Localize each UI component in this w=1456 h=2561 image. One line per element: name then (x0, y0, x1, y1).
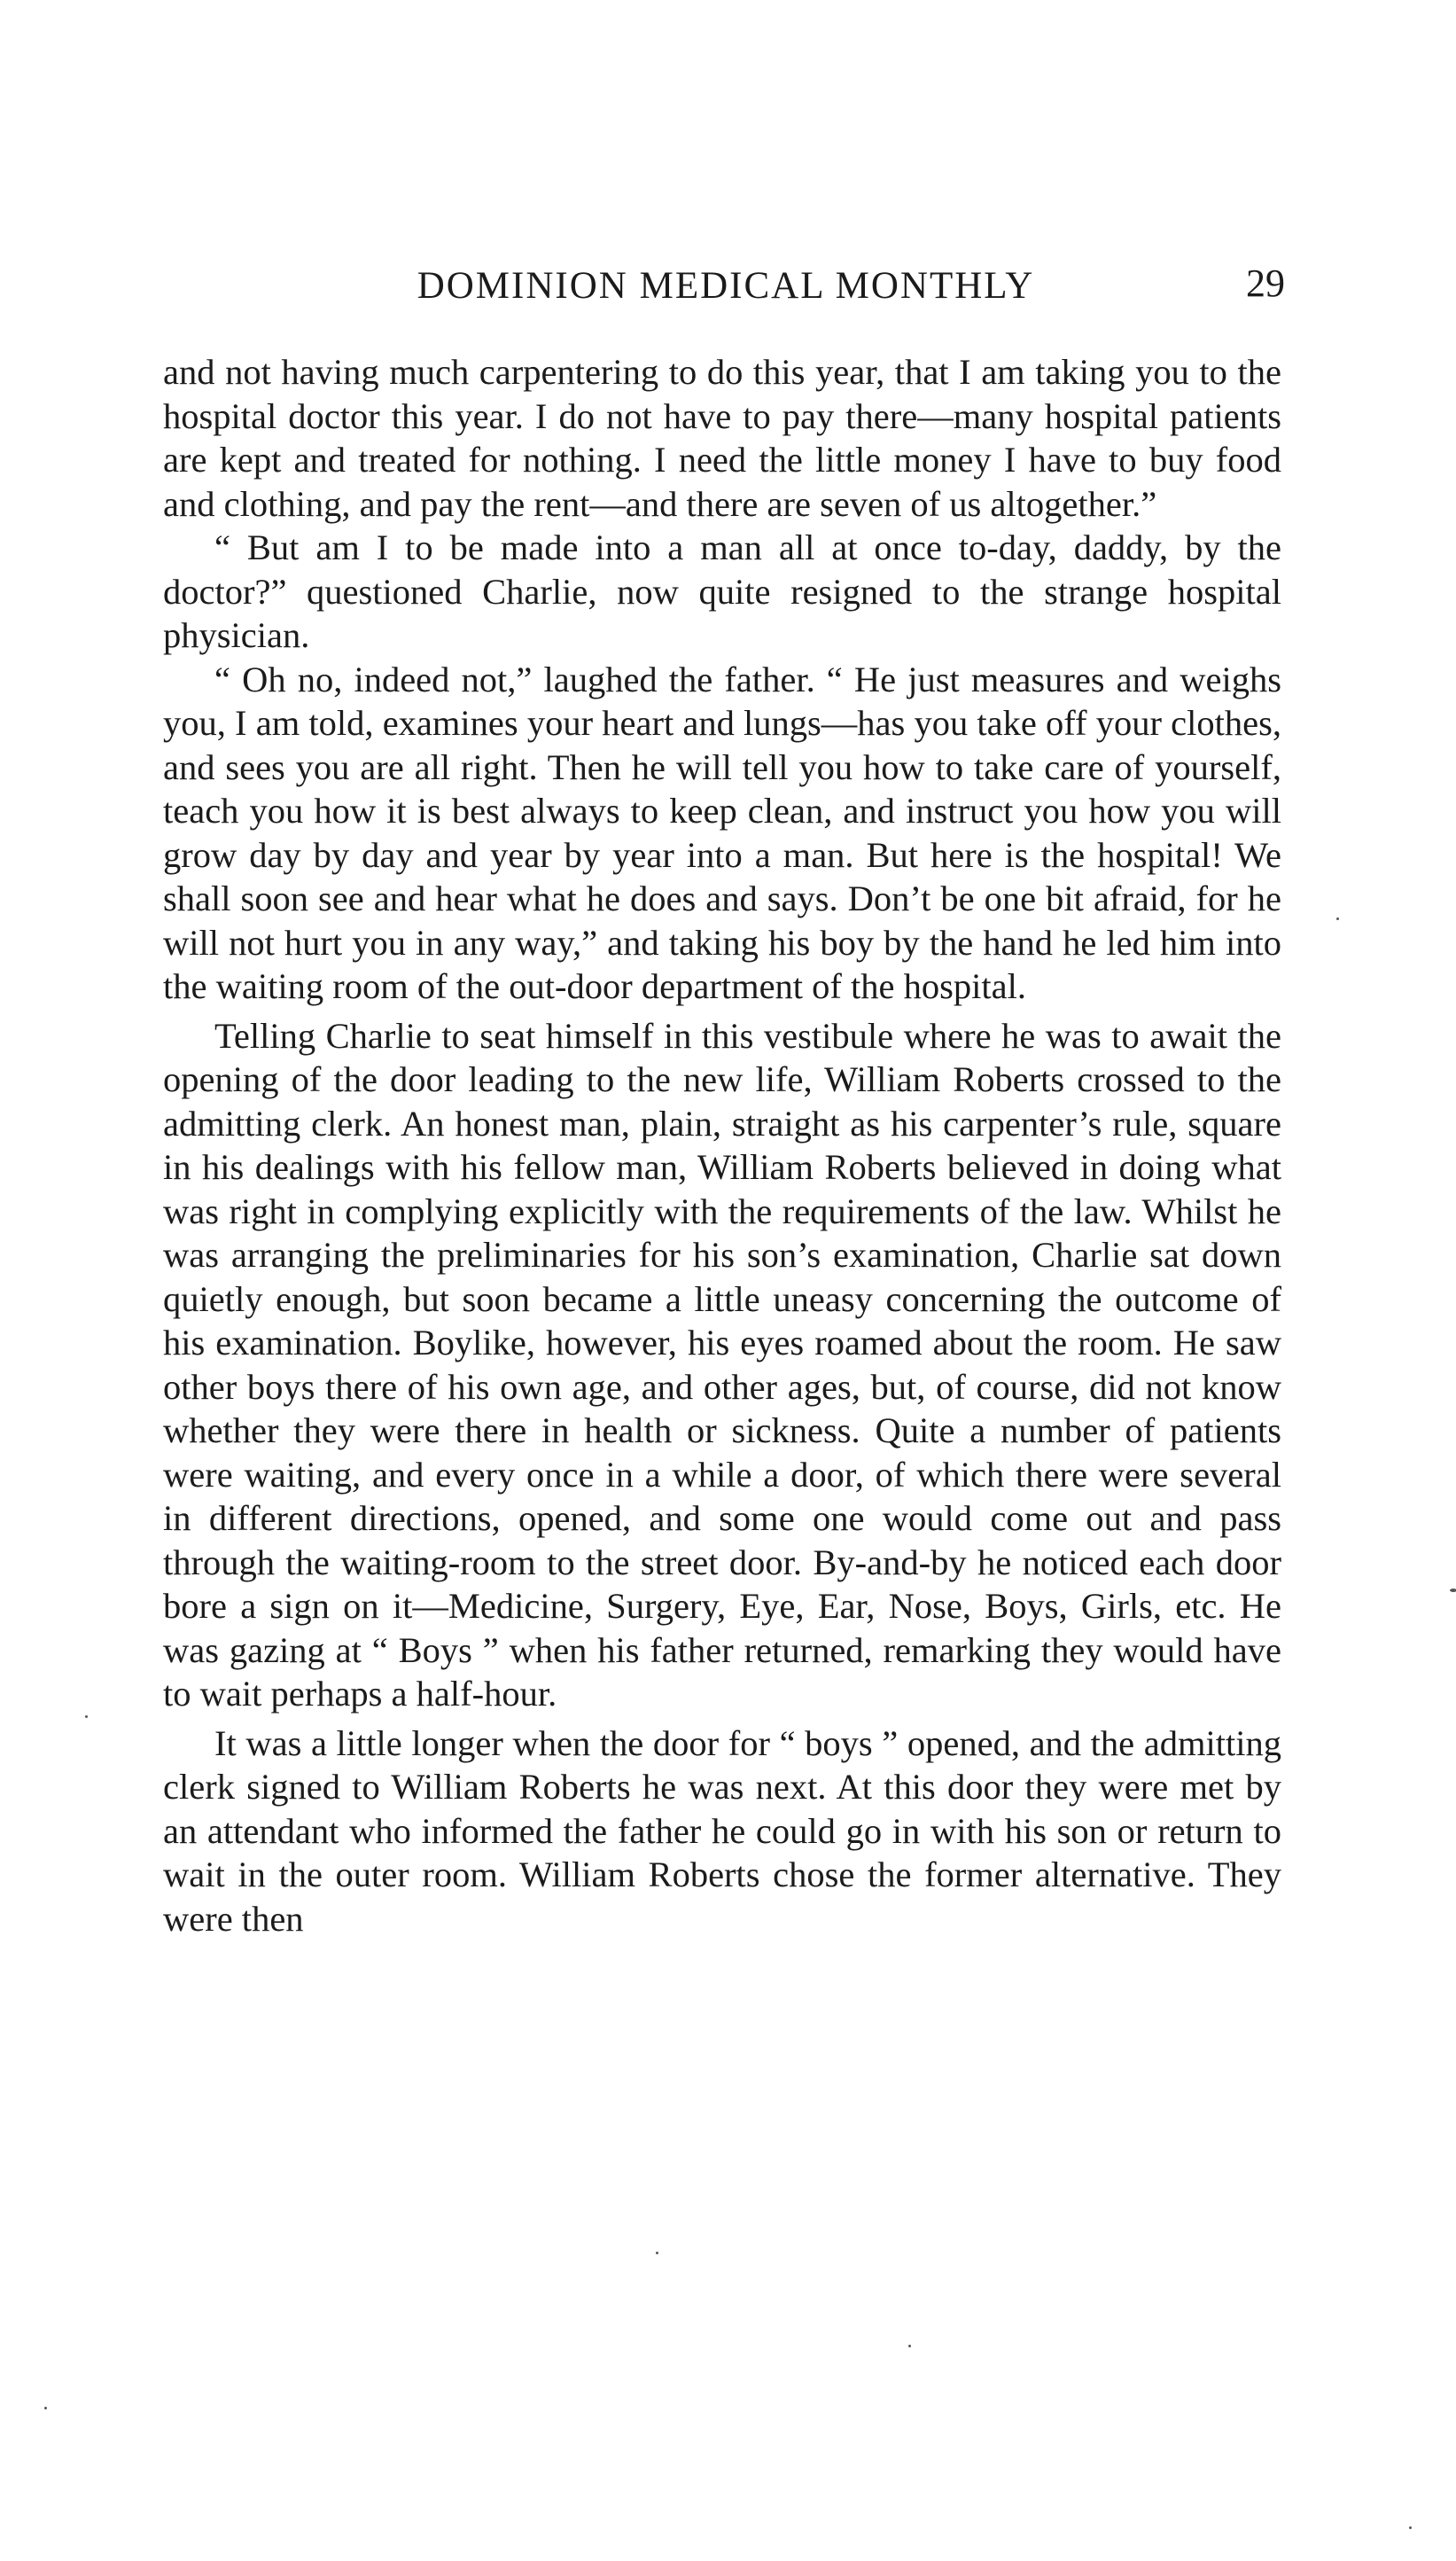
paragraph-father-reply: “ Oh no, indeed not,” laughed the father. “ He just measures and weighs you, I am told, examines your heart and lungs—has you take off your clothes, and sees you are all right. Then he will tell you how to take care of yourself, teach you how it is best always to keep clean, and instruct you how you will grow day by day and year by year into a man. But here is the hospital! We shall soon see and hear what he does and says. Don’t be one bit afraid, for he will not hurt you in any way,” and taking his boy by the hand he led him into the waiting room of the out-door department of the hospital. (163, 659, 1281, 1006)
print-speck (44, 2407, 47, 2409)
article-body (163, 350, 1281, 1940)
print-speck (908, 2345, 911, 2347)
print-speck (85, 1715, 88, 1718)
paragraph-waiting-room: Telling Charlie to seat himself in this vestibule where he was to await the opening of the door leading to the new life, William Roberts crossed to the admitting clerk. An honest man, plain, straight as his carpenter’s rule, square in his dealings with his fellow man, William Roberts believed in doing what was right in complying explicitly with the requirements of the law. Whilst he was arranging the preliminaries for his son’s examination, Charlie sat down quietly enough, but soon became a little uneasy concerning the outcome of his examination. Boylike, however, his eyes roamed about the room. He saw other boys there of his own age, and other ages, but, of course, did not know whether they were there in health or sickness. Quite a number of patients were waiting, and every once in a while a door, of which there were several in different directions, opened, and some one would come out and pass through the waiting-room to the street door. By-and-by he noticed each door bore a sign on it—Medicine, Surgery, Eye, Ear, Nose, Boys, Girls, etc. He was gazing at “ Boys ” when his father returned, remarking they would have to wait perhaps a half-hour. (163, 1015, 1281, 1714)
paragraph-charlie-question: “ But am I to be made into a man all at once to-day, daddy, by the doctor?” questioned Charlie, now quite resigned to the strange hospital physician. (163, 527, 1281, 655)
journal-title: DOMINION MEDICAL MONTHLY (417, 265, 1035, 307)
paragraph-continuation: and not having much carpentering to do this year, that I am taking you to the hospital doctor this year. I do not have to pay there—many hospital patients are kept and treated for nothing. I need the little money I have to buy food and clothing, and pay the rent—and there are seven of us altogether.” (163, 352, 1281, 524)
print-speck (1409, 2526, 1412, 2529)
running-head (167, 264, 1285, 317)
print-speck (656, 2252, 658, 2254)
print-speck (1450, 1589, 1456, 1592)
paragraph-boys-door: It was a little longer when the door for “ boys ” opened, and the admitting clerk signed to William Roberts he was next. At this door they were met by an attendant who informed the father he could go in with his son or return to wait in the outer room. William Roberts chose the former alternative. They were then (163, 1722, 1281, 1939)
print-speck (1336, 917, 1339, 920)
page-number: 29 (1246, 262, 1285, 305)
